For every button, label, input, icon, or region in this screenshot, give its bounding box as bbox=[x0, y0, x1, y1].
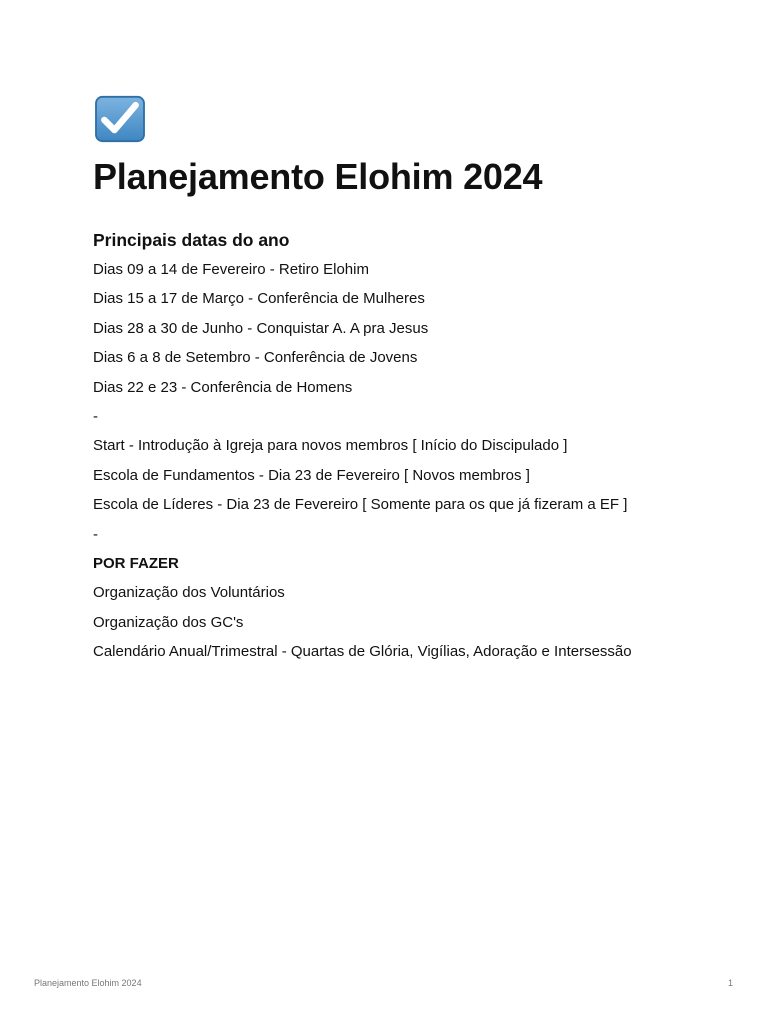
footer-page-number: 1 bbox=[727, 978, 733, 988]
todo-line: Organização dos Voluntários bbox=[93, 584, 285, 602]
date-line: Dias 15 a 17 de Março - Conferência de Mulheres bbox=[93, 290, 425, 308]
date-line: Dias 22 e 23 - Conferência de Homens bbox=[93, 378, 353, 396]
course-line: Escola de Líderes - Dia 23 de Fevereiro [ Somente para os que já fizeram a EF ] bbox=[93, 496, 628, 514]
footer-document-title: Planejamento Elohim 2024 bbox=[34, 978, 142, 988]
todo-line: Organização dos GC's bbox=[93, 613, 244, 631]
lines-list bbox=[93, 255, 733, 666]
course-line: Start - Introdução à Igreja para novos membros [ Início do Discipulado ] bbox=[93, 437, 568, 455]
date-line: Dias 6 a 8 de Setembro - Conferência de Jovens bbox=[93, 349, 418, 367]
page-title: Planejamento Elohim 2024 bbox=[93, 156, 543, 197]
section-heading: Principais datas do ano bbox=[93, 230, 290, 250]
course-line: Escola de Fundamentos - Dia 23 de Fevereiro [ Novos membros ] bbox=[93, 466, 530, 484]
document-content bbox=[93, 95, 733, 666]
date-line: Dias 09 a 14 de Fevereiro - Retiro Elohim bbox=[93, 261, 369, 278]
date-line: Dias 28 a 30 de Junho - Conquistar A. A pra Jesus bbox=[93, 319, 429, 337]
todo-line: Calendário Anual/Trimestral - Quartas de Glória, Vigílias, Adoração e Intersessão bbox=[93, 643, 632, 661]
separator-dash: - bbox=[93, 525, 98, 543]
separator-dash: - bbox=[93, 407, 98, 425]
check-box-icon bbox=[94, 95, 146, 143]
todo-heading: POR FAZER bbox=[93, 554, 179, 572]
